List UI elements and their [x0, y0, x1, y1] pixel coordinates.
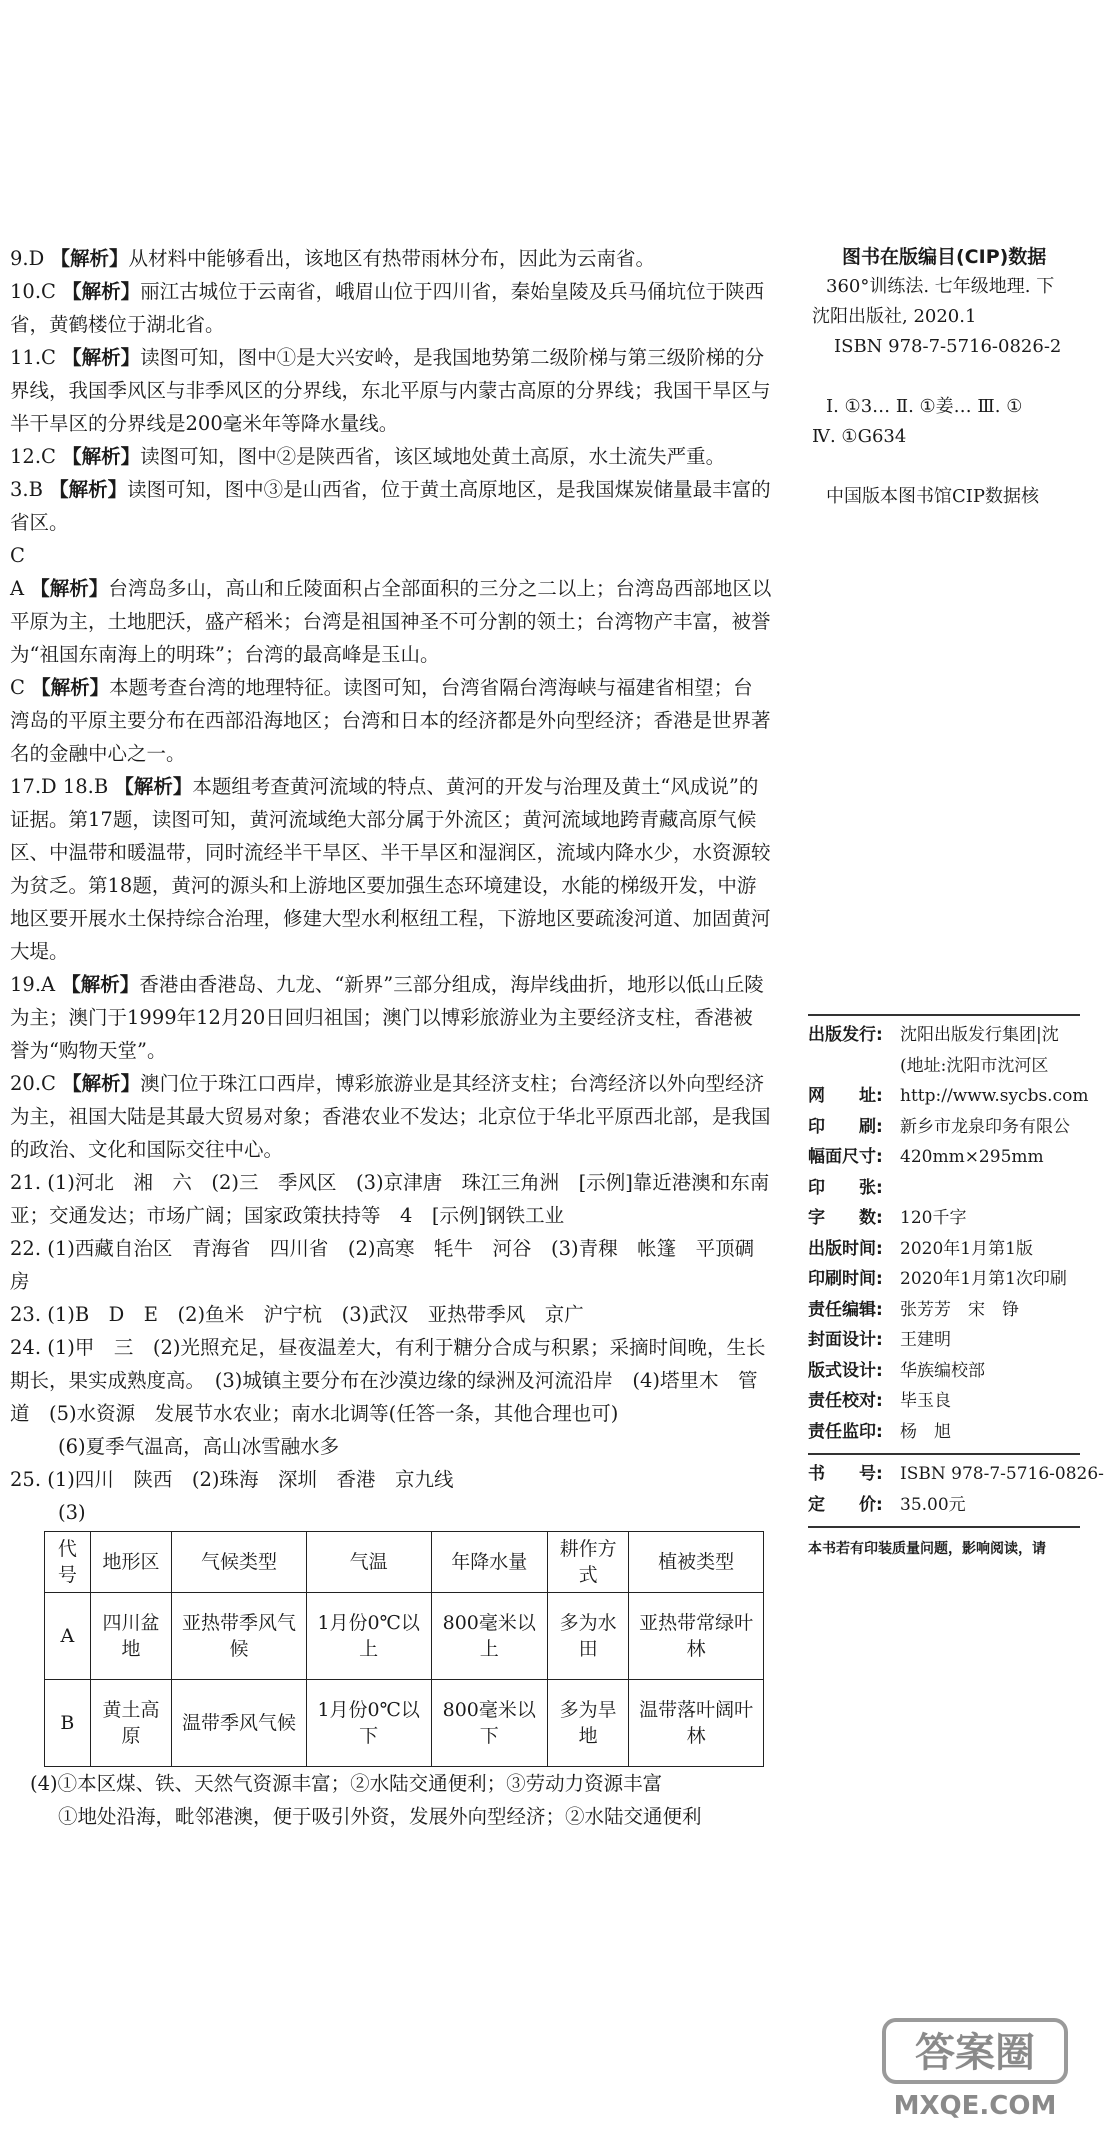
info-row — [808, 1356, 1080, 1387]
answer-number: 17.D 18.B — [10, 775, 109, 798]
answer-number: A — [10, 577, 25, 600]
table-row — [45, 1680, 764, 1767]
answer-text: 本题组考查黄河流域的特点、黄河的开发与治理及黄土“风成说”的证据。第17题，读图可知，黄河流域绝大部分属于外流区；黄河流域地跨青藏高原气候区、中温带和暖温带，同时流经半干旱区、半干旱区和湿润区，流域内降水少，水资源较为贫乏。第18题，黄河的源头和上游地区要加强生态环境建设，水能的梯级开发，中游地区要开展水土保持综合治理，修建大型水利枢纽工程，下游地区要疏浚河道、加固黄河大堤。 — [10, 775, 771, 963]
info-row — [808, 1459, 1104, 1490]
answer-text: (6)夏季气温高，高山冰雪融水多 — [58, 1435, 340, 1458]
answer-text: 读图可知，图中③是山西省，位于黄土高原地区，是我国煤炭储量最丰富的省区。 — [10, 478, 771, 534]
table-header-cell: 气温 — [306, 1532, 431, 1593]
info-row — [808, 1417, 1080, 1448]
info-value: http://www.sycbs.com — [900, 1086, 1089, 1106]
cip-block — [812, 242, 1080, 512]
answer-number: 25. — [10, 1468, 42, 1491]
answer-text: 读图可知，图中①是大兴安岭，是我国地势第二级阶梯与第三级阶梯的分界线，我国季风区与非季风区的分界线，东北平原与内蒙古高原的分界线；我国干旱区与半干旱区的分界线是200毫米年等降水量线。 — [10, 346, 771, 435]
info-value: 35.00元 — [900, 1494, 966, 1515]
info-value: 杨 旭 — [900, 1421, 951, 1442]
info-label: 封面设计: — [808, 1330, 883, 1350]
answer-table — [44, 1531, 764, 1767]
analysis-tag: 【解析】 — [62, 280, 141, 303]
answer-item — [10, 539, 772, 572]
table-cell: 温带季风气候 — [172, 1680, 307, 1767]
answer-item — [10, 1331, 772, 1430]
answer-item — [10, 1166, 772, 1232]
info-label: 字 数: — [808, 1208, 883, 1228]
divider — [808, 1526, 1080, 1528]
info-value: ISBN 978-7-5716-0826- — [900, 1464, 1104, 1484]
answer-text: 本题考查台湾的地理特征。读图可知，台湾省隔台湾海峡与福建省相望；台湾岛的平原主要分布在西部沿海地区；台湾和日本的经济都是外向型经济；香港是世界著名的金融中心之一。 — [10, 676, 771, 765]
answer-text: (1)四川 陕西 (2)珠海 深圳 香港 京九线 — [47, 1468, 454, 1491]
answer-item — [10, 1496, 772, 1529]
analysis-tag: 【解析】 — [30, 577, 109, 600]
answer-item — [10, 770, 772, 968]
analysis-tag: 【解析】 — [62, 445, 141, 468]
table-row — [45, 1593, 764, 1680]
analysis-tag: 【解析】 — [62, 1072, 141, 1095]
cip-line: ISBN 978-7-5716-0826-2 — [834, 336, 1062, 357]
cip-line: Ⅰ. ①3… Ⅱ. ①姜… Ⅲ. ① — [826, 396, 1023, 417]
cip-line — [812, 362, 1080, 392]
answer-text: 读图可知，图中②是陕西省，该区域地处黄土高原，水土流失严重。 — [140, 445, 726, 468]
analysis-tag: 【解析】 — [114, 775, 193, 798]
cip-line: Ⅳ. ①G634 — [812, 426, 907, 447]
table-cell: 多为水田 — [547, 1593, 628, 1680]
info-value: 华族编校部 — [900, 1360, 985, 1381]
info-label: 出版时间: — [808, 1238, 883, 1259]
table-header-cell: 年降水量 — [431, 1532, 547, 1593]
book-info-rows — [808, 1459, 1104, 1520]
publisher-info — [808, 1008, 1104, 1532]
answer-text: 从材料中能够看出，该地区有热带雨林分布，因此为云南省。 — [128, 247, 655, 270]
analysis-tag: 【解析】 — [50, 247, 129, 270]
answer-number: 20.C — [10, 1072, 56, 1095]
answer-number: C — [10, 544, 25, 567]
info-value: 新乡市龙泉印务有限公 — [900, 1116, 1070, 1137]
answer-number: 12.C — [10, 445, 56, 468]
answer-number: 24. — [10, 1336, 42, 1359]
info-label: 书 号: — [808, 1464, 883, 1484]
answer-item — [10, 968, 772, 1067]
table-cell: 四川盆地 — [90, 1593, 171, 1680]
info-label: 印刷时间: — [808, 1269, 883, 1289]
answer-item — [10, 1232, 772, 1298]
table-cell: A — [45, 1593, 91, 1680]
answer-text: (1)B D E (2)鱼米 沪宁杭 (3)武汉 亚热带季风 京广 — [47, 1303, 584, 1326]
info-label: 网 址: — [808, 1086, 883, 1106]
info-label: 责任监印: — [808, 1421, 883, 1442]
table-cell: 黄土高原 — [90, 1680, 171, 1767]
table-cell: 800毫米以上 — [431, 1593, 547, 1680]
answer-text: (3) — [58, 1501, 86, 1524]
table-cell: 温带落叶阔叶林 — [629, 1680, 764, 1767]
answer-number: 3.B — [10, 478, 43, 501]
table-cell: 800毫米以下 — [431, 1680, 547, 1767]
answer-item — [10, 473, 772, 539]
answer-number: 23. — [10, 1303, 42, 1326]
watermark-url: MXQE.COM — [893, 2091, 1057, 2121]
cip-line: 沈阳出版社, 2020.1 — [812, 306, 977, 327]
info-value: 沈阳出版发行集团|沈 — [900, 1025, 1059, 1045]
publisher-rows — [808, 1020, 1089, 1447]
table-cell: 1月份0℃以上 — [306, 1593, 431, 1680]
answer-number: 22. — [10, 1237, 42, 1260]
info-value: 王建明 — [900, 1330, 951, 1350]
watermark-logo — [880, 2014, 1070, 2124]
answer-text: 台湾岛多山，高山和丘陵面积占全部面积的三分之二以上；台湾岛西部地区以平原为主，土地肥沃，盛产稻米；台湾是祖国神圣不可分割的领土；台湾物产丰富，被誉为“祖国东南海上的明珠”；台湾的最高峰是玉山。 — [10, 577, 772, 666]
answer-number: 9.D — [10, 247, 45, 270]
cip-title: 图书在版编目(CIP)数据 — [842, 246, 1047, 268]
analysis-tag: 【解析】 — [61, 973, 140, 996]
info-label: 幅面尺寸: — [808, 1147, 883, 1167]
info-row — [808, 1264, 1080, 1295]
table-cell: 1月份0℃以下 — [306, 1680, 431, 1767]
answer-number: 11.C — [10, 346, 56, 369]
table-header-cell: 代号 — [45, 1532, 91, 1593]
cip-lines — [812, 272, 1080, 512]
info-row — [808, 1386, 1080, 1417]
table-cell: 亚热带季风气候 — [172, 1593, 307, 1680]
info-label: 责任编辑: — [808, 1299, 883, 1320]
table-header-cell: 地形区 — [90, 1532, 171, 1593]
info-row — [808, 1490, 1080, 1521]
table-header-row — [45, 1532, 764, 1593]
answer-item — [10, 341, 772, 440]
info-row — [808, 1234, 1080, 1265]
quality-notice: 本书若有印装质量问题，影响阅读，请 — [808, 1541, 1046, 1557]
answer-item — [10, 1430, 772, 1463]
table-cell: B — [45, 1680, 91, 1767]
info-label: 印 张: — [808, 1177, 883, 1198]
info-row — [808, 1295, 1080, 1326]
answer-item — [10, 440, 772, 473]
info-row — [808, 1081, 1089, 1112]
cip-line — [812, 452, 1080, 482]
answer-text: 澳门位于珠江口西岸，博彩旅游业是其经济支柱；台湾经济以外向型经济为主，祖国大陆是其最大贸易对象；香港农业不发达；北京位于华北平原西北部，是我国的政治、文化和国际交往中心。 — [10, 1072, 771, 1161]
info-label: 出版发行: — [808, 1025, 883, 1045]
info-value: 张芳芳 宋 铮 — [900, 1299, 1019, 1320]
answer-item: (4)①本区煤、铁、天然气资源丰富；②水陆交通便利；③劳动力资源丰富 — [30, 1772, 663, 1795]
analysis-tag: 【解析】 — [31, 676, 110, 699]
table-header-cell: 耕作方式 — [547, 1532, 628, 1593]
answer-item: ①地处沿海，毗邻港澳，便于吸引外资，发展外向型经济；②水陆交通便利 — [58, 1805, 702, 1828]
answer-item — [10, 1298, 772, 1331]
answer-item — [10, 1463, 772, 1496]
info-row — [808, 1112, 1080, 1143]
divider — [808, 1453, 1080, 1455]
answer-column — [10, 242, 772, 1833]
answer-item — [10, 275, 772, 341]
answer-text: (1)甲 三 (2)光照充足，昼夜温差大，有利于糖分合成与积累；采摘时间晚，生长期长，果实成熟度高。 (3)城镇主要分布在沙漠边缘的绿洲及河流沿岸 (4)塔里木 管道 (5)水资源 发展节水农业；南水北调等(任答一条，其他合理也可) — [10, 1336, 766, 1425]
info-row — [808, 1173, 1080, 1204]
info-label: 责任校对: — [808, 1391, 883, 1411]
info-value: 2020年1月第1版 — [900, 1238, 1033, 1259]
info-label: 印 刷: — [808, 1116, 883, 1137]
info-row — [808, 1203, 1080, 1234]
info-value: 120千字 — [900, 1208, 967, 1228]
answer-number: 19.A — [10, 973, 56, 996]
divider — [808, 1014, 1080, 1016]
info-label: 版式设计: — [808, 1360, 883, 1381]
info-value: 毕玉良 — [900, 1391, 951, 1411]
answer-item — [10, 1067, 772, 1166]
answer-item — [10, 671, 772, 770]
info-row — [808, 1142, 1080, 1173]
info-value: 2020年1月第1次印刷 — [900, 1269, 1067, 1289]
cip-line: 中国版本图书馆CIP数据核 — [826, 486, 1039, 507]
answer-item — [10, 242, 772, 275]
info-row — [808, 1020, 1080, 1051]
watermark-text: 答案圈 — [915, 2030, 1035, 2076]
answer-text: (1)西藏自治区 青海省 四川省 (2)高寒 牦牛 河谷 (3)青稞 帐篷 平顶碉房 — [10, 1237, 755, 1293]
answer-number: 10.C — [10, 280, 56, 303]
analysis-tag: 【解析】 — [62, 346, 141, 369]
answer-number: 21. — [10, 1171, 42, 1194]
info-value: (地址:沈阳市沈河区 — [900, 1055, 1049, 1076]
answer-text: (1)河北 湘 六 (2)三 季风区 (3)京津唐 珠江三角洲 [示例]靠近港澳和东南亚；交通发达；市场广阔；国家政策扶持等 4 [示例]钢铁工业 — [10, 1171, 770, 1227]
cip-line: 360°训练法. 七年级地理. 下 — [826, 276, 1055, 297]
info-row — [808, 1051, 1080, 1082]
table-header-cell: 气候类型 — [172, 1532, 307, 1593]
info-row — [808, 1325, 1080, 1356]
answer-item — [10, 572, 772, 671]
answer-text: 丽江古城位于云南省，峨眉山位于四川省，秦始皇陵及兵马俑坑位于陕西省，黄鹤楼位于湖北省。 — [10, 280, 765, 336]
answer-text: 香港由香港岛、九龙、“新界”三部分组成，海岸线曲折，地形以低山丘陵为主；澳门于1999年12月20日回归祖国；澳门以博彩旅游业为主要经济支柱，香港被誉为“购物天堂”。 — [10, 973, 764, 1062]
answer-number: C — [10, 676, 25, 699]
info-value: 420mm×295mm — [900, 1147, 1044, 1167]
analysis-tag: 【解析】 — [49, 478, 128, 501]
info-label: 定 价: — [808, 1494, 883, 1515]
table-header-cell: 植被类型 — [629, 1532, 764, 1593]
table-cell: 多为旱地 — [547, 1680, 628, 1767]
table-cell: 亚热带常绿叶林 — [629, 1593, 764, 1680]
